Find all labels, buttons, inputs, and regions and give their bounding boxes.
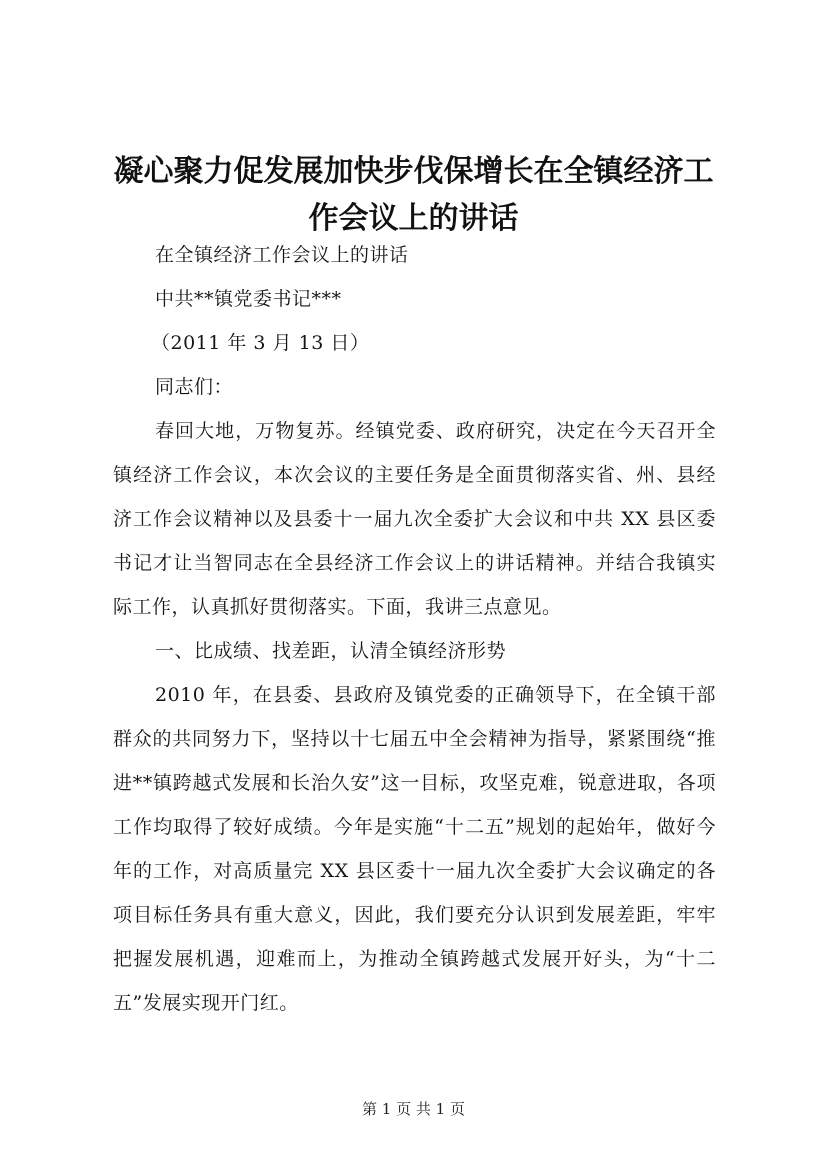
document-body: [113, 233, 716, 1025]
paragraph-1: 春回大地，万物复苏。经镇党委、政府研究，决定在今天召开全镇经济工作会议，本次会议的主要任务是全面贯彻落实省、州、县经济工作会议精神以及县委十一届九次全委扩大会议和中共 XX 县区委书记才让当智同志在全县经济工作会议上的讲话精神。并结合我镇实际工作，认真抓好贯彻落实。下面，我讲三点意见。: [113, 420, 716, 618]
section-heading-1: 一、比成绩、找差距，认清全镇经济形势: [155, 640, 507, 662]
title-line-2: 作会议上的讲话: [308, 201, 519, 236]
paragraph-2: 2010 年，在县委、县政府及镇党委的正确领导下，在全镇干部群众的共同努力下，坚持以十七届五中全会精神为指导，紧紧围绕“推进**镇跨越式发展和长治久安”这一目标，攻坚克难，锐意进取，各项工作均取得了较好成绩。今年是实施“十二五”规划的起始年，做好今年的工作，对高质量完 XX 县区委十一届九次全委扩大会议确定的各项目标任务具有重大意义，因此，我们要充分认识到发展差距，牢牢把握发展机遇，迎难而上，为推动全镇跨越式发展开好头，为“十二五”发展实现开门红。: [113, 684, 716, 1014]
document-title: [90, 148, 737, 242]
date-line: （2011 年 3 月 13 日）: [151, 332, 370, 354]
greeting: 同志们：: [155, 376, 234, 398]
title-line-1: 凝心聚力促发展加快步伐保增长在全镇经济工: [113, 154, 714, 189]
page-footer: 第 1 页 共 1 页: [362, 1100, 465, 1118]
speaker-line: 中共**镇党委书记***: [155, 288, 342, 310]
subtitle: 在全镇经济工作会议上的讲话: [155, 244, 409, 266]
